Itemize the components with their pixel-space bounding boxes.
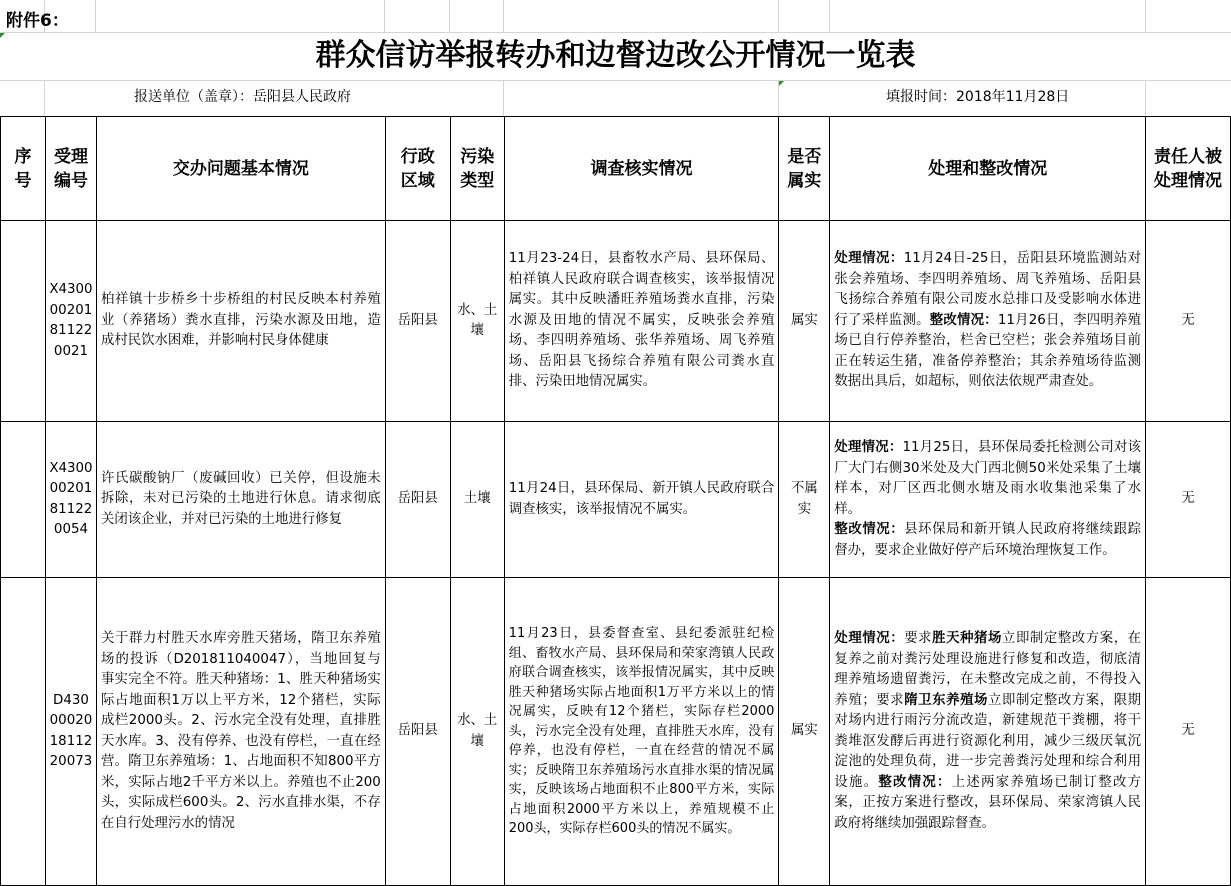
cell-accountability: 无	[1146, 578, 1231, 886]
grid-line	[1145, 80, 1146, 116]
cell-region: 岳阳县	[385, 221, 450, 422]
grid-line	[0, 32, 1231, 33]
handling-label: 处理情况：	[834, 251, 904, 267]
rectification-text: 11月26日，李四明养殖场已自行停养整治，栏舍已空栏；张会养殖场目前正在转运生猪，准备停养整治；其余养殖场待监测数据出具后，如超标，则依法依规严肃查处。	[834, 312, 1142, 390]
cell-verified: 属实	[779, 221, 830, 422]
handling-text: 11月24日-25日，岳阳县环境监测站对张会养殖场、李四明养殖场、周飞养殖场、岳阳县飞扬综合养殖有限公司废水总排口及受影响水体进行了采样监测。	[834, 251, 1142, 328]
cell-handling	[830, 578, 1146, 886]
cell-investigation: 11月24日，县环保局、新开镇人民政府联合调查核实，该举报情况不属实。	[504, 422, 779, 578]
grid-line	[95, 0, 96, 32]
cell-issue: 柏祥镇十步桥乡十步桥组的村民反映本村养殖业（养猪场）粪水直排，污染水源及田地，造成村民饮水困难，并影响村民身体健康	[96, 221, 385, 422]
grid-line	[0, 80, 1231, 81]
header-accountability: 责任人被处理情况	[1146, 117, 1231, 221]
cell-issue: 许氏碳酸钠厂（废碱回收）已关停，但设施未拆除，未对已污染的土地进行休息。请求彻底关闭该企业，并对已污染的土地进行修复	[96, 422, 385, 578]
handling-text: 11月25日，县环保局委托检测公司对该厂大门右侧30米处及大门西北侧50米处采集了土壤样本，对厂区西北侧水塘及雨水收集池采集了水样。	[834, 440, 1142, 517]
cell-accountability: 无	[1146, 422, 1231, 578]
cell-case-no: X430000201811220054	[45, 422, 96, 578]
grid-line	[503, 0, 504, 32]
handling-text: 立即制定整改方案，在复养之前对粪污处理设施进行修复和改造，彻底清理养殖场遗留粪污，在未整改完成之前，不得投入养殖；要求	[834, 631, 1142, 708]
grid-line	[44, 80, 45, 116]
header-handling: 处理和整改情况	[830, 117, 1146, 221]
cell-accountability: 无	[1146, 221, 1231, 422]
cell-handling	[830, 422, 1146, 578]
cell-pollution: 水、土壤	[450, 578, 504, 886]
rectification-label: 整改情况：	[878, 774, 952, 790]
report-table	[0, 116, 1231, 886]
cell-pollution: 土壤	[450, 422, 504, 578]
header-investigation: 调查核实情况	[504, 117, 779, 221]
grid-line	[384, 0, 385, 32]
grid-line	[778, 0, 779, 32]
cell-verified: 属实	[779, 578, 830, 886]
grid-line	[829, 0, 830, 32]
handling-label: 处理情况：	[834, 631, 905, 646]
header-pollution: 污染类型	[450, 117, 504, 221]
header-case-no: 受理编号	[45, 117, 96, 221]
cell-region: 岳阳县	[385, 578, 450, 886]
page-title: 群众信访举报转办和边督边改公开情况一览表	[315, 38, 916, 73]
cell-issue: 关于群力村胜天水库旁胜天猪场，隋卫东养殖场的投诉（D201811040047），当地回复与事实完全不符。胜天种猪场：1、胜天种猪场实际占地面积1万以上平方米，12个猪栏，实际成栏2000头。2、污水完全没有处理，直排胜天水库。3、没有停养、也没有停栏，一直在经营。隋卫东养殖场：1、占地面积不知800平方米，实际占地2千平方米以上。养殖也不止200头，实际成栏600头。2、污水直排水渠，不存在自行处理污水的情况	[96, 578, 385, 886]
rectification-label: 整改情况：	[929, 312, 998, 328]
rectification-text: 县环保局和新开镇人民政府将继续跟踪督办，要求企业做好停产后环境治理恢复工作。	[834, 522, 1142, 558]
attachment-label: 附件6：	[6, 11, 69, 31]
header-issue: 交办问题基本情况	[96, 117, 385, 221]
header-region: 行政区域	[385, 117, 450, 221]
table-row	[1, 422, 1231, 578]
cell-seq	[1, 221, 46, 422]
table-row	[1, 578, 1231, 886]
handling-text: 要求	[904, 631, 933, 646]
farm-name: 胜天种猪场	[932, 631, 1002, 646]
cell-case-no: X430000201811220021	[45, 221, 96, 422]
handling-label: 处理情况：	[834, 440, 903, 455]
cell-verified: 不属实	[779, 422, 830, 578]
farm-name: 隋卫东养殖场	[904, 692, 989, 708]
table-header-row	[1, 117, 1231, 221]
cell-investigation: 11月23-24日，县畜牧水产局、县环保局、柏祥镇人民政府联合调查核实，该举报情况属实。其中反映潘旺养殖场粪水直排，污染水源及田地的情况不属实，反映张会养殖场、李四明养殖场、张华养殖场、周飞养殖场、岳阳县飞扬综合养殖有限公司粪水直排、污染田地情况属实。	[504, 221, 779, 422]
handling-text: 立即制定整改方案，限期对场内进行雨污分流改造，新建规范干粪棚，将干粪堆沤发酵后再进行资源化利用，减少三级厌氧沉淀池的处理负荷，进一步完善粪污处理和综合利用设施。	[834, 692, 1142, 790]
rectification-text: 上述两家养殖场已制订整改方案，正按方案进行整改，县环保局、荣家湾镇人民政府将继续加强跟踪督查。	[834, 774, 1142, 831]
grid-line	[449, 0, 450, 32]
header-verified: 是否属实	[779, 117, 830, 221]
cell-case-no: D430000201811220073	[45, 578, 96, 886]
reporting-unit: 报送单位（盖章）：岳阳县人民政府	[134, 89, 351, 105]
grid-line	[1145, 0, 1146, 32]
cell-seq	[1, 422, 46, 578]
rectification-label: 整改情况：	[834, 522, 905, 537]
fill-date: 填报时间：2018年11月28日	[886, 89, 1070, 105]
table-row	[1, 221, 1231, 422]
grid-line	[503, 80, 504, 116]
header-seq: 序号	[1, 117, 46, 221]
cell-investigation: 11月23日，县委督查室、县纪委派驻纪检组、畜牧水产局、县环保局和荣家湾镇人民政府联合调查核实，该举报情况属实，其中反映胜天种猪场实际占地面积1万平方米以上的情况属实，反映有12个猪栏，实际存栏2000头，污水完全没有处理，直排胜天水库，没有停养，也没有停栏，一直在经营的情况不属实；反映隋卫东养殖场污水直排水渠的情况属实，反映该场占地面积不止800平方米，实际占地面积2000平方米以上，养殖规模不止200头，实际存栏600头的情况不属实。	[504, 578, 779, 886]
cell-handling	[830, 221, 1146, 422]
cell-seq	[1, 578, 46, 886]
cell-region: 岳阳县	[385, 422, 450, 578]
cell-pollution: 水、土壤	[450, 221, 504, 422]
cell-comment-marker	[779, 81, 784, 86]
